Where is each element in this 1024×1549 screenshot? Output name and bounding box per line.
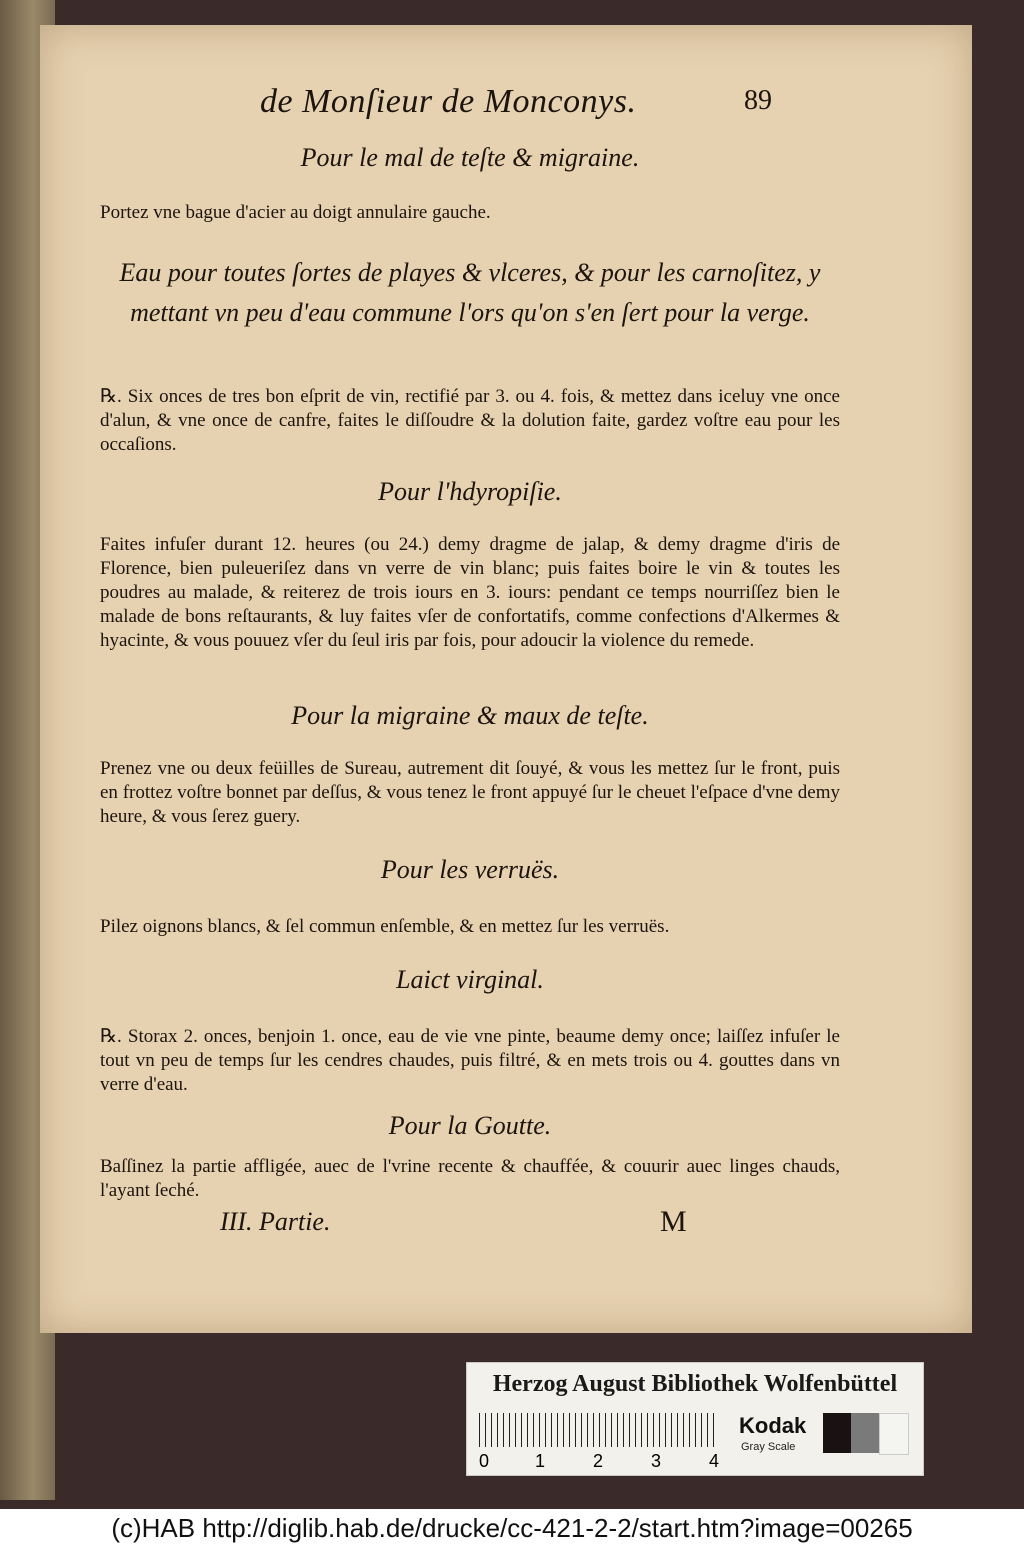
signature-left: III. Partie. <box>220 1207 331 1236</box>
copyright-bar <box>0 1509 1024 1549</box>
running-head: de Monſieur de Monconys. <box>260 83 637 120</box>
book-page <box>40 25 972 1333</box>
section-text: Prenez vne ou deux feüilles de Sureau, autrement dit ſouyé, & vous les mettez ſur le front, puis en frottez voſtre bonnet par deſſus, & vous tenez le front appuyé ſur le cheuet l'eſpace d'vne demy heure, & vous ſerez guery. <box>100 758 840 827</box>
section-heading: Pour la Goutte. <box>388 1111 552 1140</box>
ruler-number: 3 <box>651 1451 662 1471</box>
section-text: Baſſinez la partie affligée, auec de l'vrine recente & chauffée, & couurir auec linges chauds, l'ayant ſeché. <box>100 1156 840 1201</box>
ruler-number: 0 <box>479 1451 490 1471</box>
ruler-number: 4 <box>709 1451 720 1471</box>
ruler-number: 2 <box>593 1451 604 1471</box>
section-text: Pilez oignons blancs, & ſel commun enſemble, & en mettez ſur les verruës. <box>100 916 670 937</box>
copyright-url[interactable]: (c)HAB http://diglib.hab.de/drucke/cc-421-2-2/start.htm?image=00265 <box>111 1513 913 1543</box>
gray-scale-label: Gray Scale <box>741 1441 796 1453</box>
section-heading: Pour le mal de teſte & migraine. <box>300 143 640 172</box>
kodak-logo: Kodak <box>739 1413 807 1438</box>
section-heading: Pour les verruës. <box>380 855 560 884</box>
section-heading: Laict virginal. <box>396 965 544 994</box>
section-heading: Pour l'hdyropiſie. <box>378 477 562 506</box>
section-text: ℞. Storax 2. onces, benjoin 1. once, eau de vie vne pinte, beaume demy once; laiſſez infuſer le tout vn peu de temps ſur les cendres chaudes, puis filtré, & en mets trois ou 4. gouttes dans vn verre d'eau. <box>100 1026 840 1095</box>
card-title: Herzog August Bibliothek Wolfenbüttel <box>492 1371 898 1397</box>
section-heading: Pour la migraine & maux de teſte. <box>291 701 649 730</box>
gray-patch <box>823 1413 851 1453</box>
section-text: ℞. Six onces de tres bon eſprit de vin, rectifié par 3. ou 4. fois, & mettez dans iceluy vne once d'alun, & vne once de canfre, faites le diſſoudre & la dolution faite, gardez voſtre eau pour les occaſions. <box>100 386 840 455</box>
section-heading: Eau pour toutes ſortes de playes & vlceres, & pour les carnoſitez, y mettant vn peu d'eau commune l'ors qu'on s'en ſert pour la verge. <box>119 258 821 327</box>
color-calibration-card <box>466 1362 924 1476</box>
ruler-number: 1 <box>535 1451 546 1471</box>
section-text: Faites infuſer durant 12. heures (ou 24.) demy dragme de jalap, & demy dragme d'iris de Florence, bien puleueriſez dans vn verre de vin blanc; puis faites boire le vin & toutes les poudres au malade, & reiterez de trois iours en 3. iours: pendant ce temps nourriſſez bien le malade de bons reſtaurants, & luy faites vſer de confortatifs, comme confections d'Alkermes & hyacinte, & vous pouuez vſer du ſeul iris par fois, pour adoucir la violence du remede. <box>100 534 840 651</box>
signature-mark: M <box>660 1205 687 1238</box>
gray-patch <box>851 1413 879 1453</box>
gray-patch <box>879 1413 909 1455</box>
page-number: 89 <box>744 85 772 116</box>
section-text: Portez vne bague d'acier au doigt annulaire gauche. <box>100 202 491 223</box>
ruler-scale <box>479 1413 719 1447</box>
